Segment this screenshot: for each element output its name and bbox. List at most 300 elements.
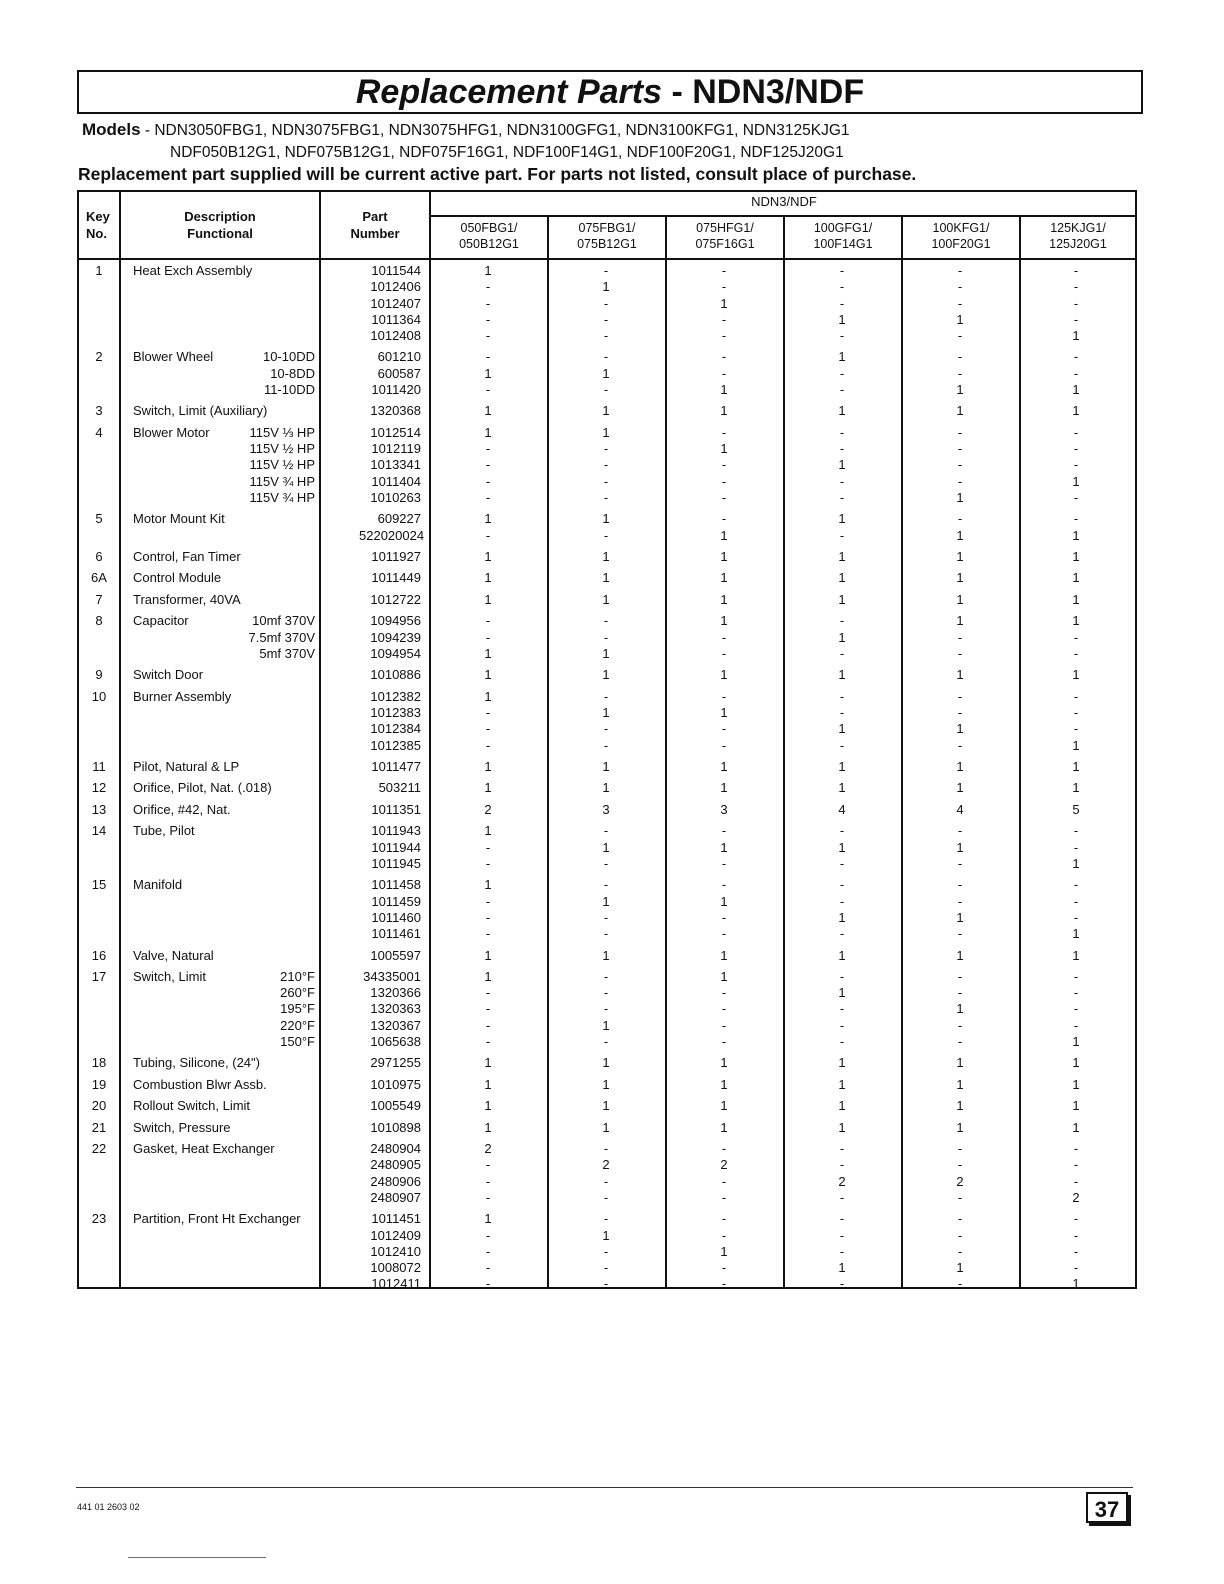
quantity-cell: 1 — [484, 645, 492, 661]
quantity-cell: - — [485, 926, 491, 941]
quantity-cell: - — [957, 295, 963, 311]
quantity-cell: - — [485, 349, 491, 365]
quantity-cell: - — [1073, 688, 1079, 704]
quantity-cell: - — [1073, 1157, 1079, 1173]
column-divider — [119, 192, 121, 1287]
quantity-cell: - — [603, 926, 609, 941]
quantity-cell: - — [721, 365, 727, 381]
quantity-cell: 1 — [720, 613, 728, 629]
quantity-cell: - — [957, 328, 963, 343]
quantity-cell: 1 — [956, 1098, 964, 1114]
part-number: 1010263 — [370, 489, 421, 505]
key-number: 13 — [91, 801, 107, 817]
quantity-cell: 2 — [720, 1157, 728, 1173]
quantity-cell: 1 — [720, 441, 728, 457]
quantity-cell: 1 — [1072, 570, 1080, 586]
part-number: 503211 — [378, 780, 421, 796]
quantity-cell: 1 — [484, 570, 492, 586]
quantity-cell: - — [839, 645, 845, 661]
quantity-cell: - — [1073, 1141, 1079, 1157]
part-number: 2480905 — [370, 1157, 421, 1173]
quantity-cell: - — [839, 424, 845, 440]
part-spec: 115V ½ HP — [249, 457, 315, 473]
quantity-cell: - — [485, 1189, 491, 1205]
part-description: Pilot, Natural & LP — [133, 758, 240, 774]
quantity-cell: - — [603, 877, 609, 893]
quantity-cell: 1 — [1072, 1055, 1080, 1071]
quantity-cell: - — [485, 311, 491, 327]
quantity-cell: - — [957, 705, 963, 720]
quantity-cell: 1 — [838, 403, 846, 419]
quantity-cell: - — [1073, 263, 1079, 278]
column-divider — [429, 192, 431, 1287]
quantity-cell: - — [957, 1157, 963, 1173]
quantity-cell: 1 — [484, 511, 492, 527]
quantity-cell: - — [839, 381, 845, 397]
quantity-cell: - — [485, 1001, 491, 1017]
quantity-cell: - — [839, 1157, 845, 1173]
part-number: 1320363 — [370, 1001, 421, 1017]
quantity-cell: - — [603, 985, 609, 1001]
quantity-cell: 1 — [720, 1119, 728, 1135]
key-number: 18 — [91, 1055, 107, 1071]
title-model: NDN3/NDF — [692, 73, 865, 111]
quantity-cell: - — [721, 511, 727, 527]
quantity-cell: 1 — [484, 263, 492, 278]
quantity-cell: - — [485, 457, 491, 473]
part-number: 2480904 — [370, 1141, 421, 1157]
part-spec: 10-10DD — [262, 349, 315, 365]
quantity-cell: - — [485, 1227, 491, 1243]
quantity-cell: 1 — [956, 947, 964, 963]
quantity-cell: - — [957, 365, 963, 381]
key-number: 6A — [91, 570, 107, 586]
quantity-cell: - — [485, 527, 491, 543]
quantity-cell: - — [485, 1017, 491, 1033]
column-divider — [1019, 217, 1021, 1287]
quantity-cell: - — [721, 1227, 727, 1243]
quantity-cell: 1 — [956, 780, 964, 796]
quantity-cell: - — [721, 1173, 727, 1189]
part-spec: 115V ½ HP — [249, 441, 315, 457]
quantity-cell: - — [603, 1033, 609, 1049]
quantity-cell: 1 — [838, 1076, 846, 1092]
quantity-cell: 1 — [484, 365, 492, 381]
quantity-cell: - — [721, 328, 727, 343]
quantity-cell: 1 — [956, 311, 964, 327]
quantity-cell: - — [1073, 1001, 1079, 1017]
quantity-cell: 1 — [956, 549, 964, 564]
quantity-cell: - — [1073, 823, 1079, 839]
quantity-cell: - — [957, 1243, 963, 1259]
quantity-cell: 1 — [1072, 613, 1080, 629]
part-number: 1011945 — [371, 855, 421, 871]
quantity-cell: 1 — [838, 780, 846, 796]
quantity-cell: 1 — [720, 1098, 728, 1114]
part-spec: 220°F — [280, 1017, 315, 1033]
quantity-cell: 1 — [484, 688, 492, 704]
part-number: 1005549 — [370, 1098, 421, 1114]
quantity-cell: - — [721, 424, 727, 440]
part-description: Combustion Blwr Assb. — [133, 1076, 267, 1092]
quantity-cell: - — [721, 1211, 727, 1227]
quantity-cell: - — [1073, 705, 1079, 720]
quantity-cell: 1 — [1072, 947, 1080, 963]
part-spec: 115V ¾ HP — [249, 489, 315, 505]
part-description: Switch Door — [133, 667, 204, 683]
part-number: 2480906 — [370, 1173, 421, 1189]
quantity-cell: 1 — [602, 705, 610, 720]
quantity-cell: 1 — [956, 909, 964, 925]
key-number: 9 — [95, 667, 103, 683]
quantity-cell: - — [839, 527, 845, 543]
quantity-cell: 1 — [484, 823, 492, 839]
quantity-cell: - — [485, 613, 491, 629]
footer-rule — [76, 1487, 1133, 1488]
quantity-cell: - — [957, 1141, 963, 1157]
title-separator: - — [662, 73, 693, 111]
key-number: 17 — [91, 968, 107, 984]
quantity-cell: 2 — [484, 801, 492, 817]
quantity-cell: - — [485, 985, 491, 1001]
quantity-cell: 1 — [484, 424, 492, 440]
quantity-cell: 1 — [720, 570, 728, 586]
quantity-cell: - — [839, 926, 845, 941]
title-main: Replacement Parts — [355, 73, 662, 111]
quantity-cell: 2 — [838, 1173, 846, 1189]
quantity-cell: - — [485, 1157, 491, 1173]
quantity-cell: 1 — [602, 1055, 610, 1071]
part-description: Control, Fan Timer — [133, 549, 241, 564]
part-number: 1011351 — [371, 801, 421, 817]
quantity-cell: 1 — [484, 1211, 492, 1227]
quantity-cell: 1 — [1072, 780, 1080, 796]
part-number: 1012722 — [370, 591, 421, 607]
quantity-cell: - — [957, 823, 963, 839]
part-number: 1011944 — [371, 839, 421, 855]
quantity-cell: - — [957, 855, 963, 871]
models-line-2: NDF050B12G1, NDF075B12G1, NDF075F16G1, NDF100F14G1, NDF100F20G1, NDF125J20G1 — [170, 144, 844, 161]
quantity-cell: - — [721, 909, 727, 925]
key-number: 14 — [91, 823, 107, 839]
quantity-cell: 2 — [956, 1173, 964, 1189]
quantity-cell: 1 — [956, 1119, 964, 1135]
key-number: 16 — [91, 947, 107, 963]
quantity-cell: - — [603, 1260, 609, 1276]
quantity-cell: - — [957, 441, 963, 457]
quantity-cell: - — [603, 457, 609, 473]
key-number: 19 — [91, 1076, 107, 1092]
quantity-cell: 1 — [484, 549, 492, 564]
quantity-cell: 1 — [720, 758, 728, 774]
quantity-cell: 1 — [956, 570, 964, 586]
part-number: 1012383 — [370, 705, 421, 720]
quantity-cell: 1 — [1072, 527, 1080, 543]
quantity-cell: - — [1073, 1211, 1079, 1227]
quantity-cell: 1 — [602, 549, 610, 564]
part-number: 2480907 — [370, 1189, 421, 1205]
part-description: Burner Assembly — [133, 688, 232, 704]
part-description: Partition, Front Ht Exchanger — [133, 1211, 301, 1227]
part-number: 522020024 — [359, 527, 425, 543]
quantity-cell: - — [839, 877, 845, 893]
quantity-cell: - — [721, 823, 727, 839]
quantity-cell: - — [839, 1033, 845, 1049]
quantity-cell: 1 — [1072, 855, 1080, 871]
quantity-cell: 3 — [720, 801, 728, 817]
part-number: 1012406 — [370, 279, 421, 295]
part-description: Orifice, #42, Nat. — [133, 801, 231, 817]
quantity-cell: - — [957, 473, 963, 489]
quantity-cell: - — [957, 968, 963, 984]
quantity-cell: 1 — [484, 877, 492, 893]
quantity-cell: - — [721, 688, 727, 704]
part-description: Valve, Natural — [133, 947, 214, 963]
quantity-cell: 1 — [838, 349, 846, 365]
quantity-cell: 1 — [956, 839, 964, 855]
quantity-cell: - — [1073, 311, 1079, 327]
quantity-cell: - — [485, 1033, 491, 1049]
quantity-cell: 1 — [1072, 1119, 1080, 1135]
part-description: Blower Motor — [133, 424, 210, 440]
part-number: 1012411 — [371, 1276, 421, 1292]
quantity-cell: - — [1073, 1017, 1079, 1033]
part-number: 1012385 — [370, 737, 421, 753]
quantity-cell: - — [485, 839, 491, 855]
page-number: 37 — [1086, 1492, 1128, 1523]
quantity-cell: 1 — [602, 1076, 610, 1092]
quantity-cell: - — [603, 263, 609, 278]
quantity-cell: - — [485, 855, 491, 871]
column-divider — [319, 192, 321, 1287]
document-number: 441 01 2603 02 — [77, 1502, 140, 1512]
quantity-cell: 1 — [720, 381, 728, 397]
quantity-cell: 1 — [956, 381, 964, 397]
quantity-cell: - — [839, 893, 845, 909]
quantity-cell: 1 — [602, 365, 610, 381]
key-number: 23 — [91, 1211, 107, 1227]
quantity-cell: - — [603, 688, 609, 704]
part-description: Switch, Limit — [133, 968, 206, 984]
quantity-cell: 1 — [720, 667, 728, 683]
part-number: 1011544 — [371, 263, 421, 278]
quantity-cell: 1 — [484, 968, 492, 984]
key-number: 1 — [95, 263, 103, 278]
quantity-cell: 1 — [484, 1119, 492, 1135]
quantity-cell: 1 — [720, 1076, 728, 1092]
quantity-cell: 1 — [602, 1098, 610, 1114]
quantity-cell: 1 — [720, 893, 728, 909]
key-number: 5 — [95, 511, 103, 527]
quantity-cell: 1 — [956, 758, 964, 774]
quantity-cell: 1 — [956, 667, 964, 683]
quantity-cell: - — [839, 1141, 845, 1157]
part-number-header: Part Number — [350, 209, 400, 241]
quantity-cell: - — [603, 737, 609, 753]
quantity-cell: 1 — [602, 1017, 610, 1033]
part-number: 1011404 — [371, 473, 421, 489]
part-number: 1012407 — [370, 295, 421, 311]
key-number: 3 — [95, 403, 103, 419]
quantity-cell: - — [603, 1189, 609, 1205]
quantity-cell: 1 — [720, 1243, 728, 1259]
part-spec: 10-8DD — [270, 365, 315, 381]
part-number: 609227 — [377, 511, 421, 527]
quantity-cell: - — [603, 823, 609, 839]
quantity-cell: 1 — [602, 591, 610, 607]
replacement-notice: Replacement part supplied will be current active part. For parts not listed, consult place of purchase. — [78, 164, 917, 184]
quantity-cell: - — [721, 1017, 727, 1033]
model-column-header: 050FBG1/ 050B12G1 — [459, 221, 519, 251]
quantity-cell: 1 — [838, 629, 846, 645]
quantity-cell: - — [603, 613, 609, 629]
quantity-cell: - — [721, 457, 727, 473]
quantity-cell: - — [1073, 721, 1079, 737]
part-number: 1010886 — [370, 667, 421, 683]
quantity-cell: - — [721, 855, 727, 871]
quantity-cell: 1 — [720, 1055, 728, 1071]
quantity-cell: - — [957, 424, 963, 440]
part-number: 1320366 — [370, 985, 421, 1001]
quantity-cell: 1 — [956, 1055, 964, 1071]
quantity-cell: 1 — [1072, 1276, 1080, 1292]
part-number: 1011451 — [371, 1211, 421, 1227]
quantity-cell: - — [1073, 349, 1079, 365]
quantity-cell: - — [603, 473, 609, 489]
quantity-cell: - — [485, 441, 491, 457]
part-description: Switch, Limit (Auxiliary) — [133, 403, 268, 419]
part-number: 1005597 — [370, 947, 421, 963]
part-number: 1011943 — [371, 823, 421, 839]
quantity-cell: - — [1073, 629, 1079, 645]
quantity-cell: 1 — [956, 527, 964, 543]
quantity-cell: 1 — [1072, 403, 1080, 419]
quantity-cell: - — [603, 349, 609, 365]
part-description: Tube, Pilot — [133, 823, 195, 839]
quantity-cell: - — [485, 295, 491, 311]
quantity-cell: - — [957, 1276, 963, 1292]
quantity-cell: - — [721, 349, 727, 365]
quantity-cell: - — [485, 1260, 491, 1276]
quantity-cell: 1 — [720, 947, 728, 963]
quantity-cell: - — [839, 263, 845, 278]
model-column-header: 100KFG1/ 100F20G1 — [931, 221, 991, 251]
part-number: 1012409 — [370, 1227, 421, 1243]
part-description: Switch, Pressure — [133, 1119, 231, 1135]
quantity-cell: - — [957, 279, 963, 295]
part-number: 1013341 — [370, 457, 421, 473]
quantity-cell: - — [603, 295, 609, 311]
quantity-cell: 1 — [602, 570, 610, 586]
key-number: 22 — [91, 1141, 107, 1157]
quantity-cell: - — [957, 629, 963, 645]
link-underline-mark — [128, 1557, 266, 1558]
quantity-cell: 1 — [1072, 758, 1080, 774]
quantity-cell: 1 — [720, 527, 728, 543]
quantity-cell: - — [839, 1017, 845, 1033]
quantity-cell: 1 — [720, 403, 728, 419]
quantity-cell: - — [485, 721, 491, 737]
quantity-cell: - — [721, 1141, 727, 1157]
key-number: 4 — [95, 424, 103, 440]
quantity-cell: - — [957, 877, 963, 893]
quantity-cell: 1 — [838, 1098, 846, 1114]
part-description: Heat Exch Assembly — [133, 263, 253, 278]
quantity-cell: - — [957, 511, 963, 527]
part-number: 1320367 — [370, 1017, 421, 1033]
page-title — [79, 72, 1141, 112]
quantity-cell: 1 — [838, 570, 846, 586]
quantity-cell: - — [485, 381, 491, 397]
quantity-cell: 1 — [956, 1076, 964, 1092]
key-header: Key No. — [86, 209, 110, 241]
quantity-cell: - — [485, 737, 491, 753]
quantity-cell: - — [957, 926, 963, 941]
quantity-cell: - — [839, 295, 845, 311]
quantity-cell: 1 — [838, 758, 846, 774]
quantity-cell: 1 — [1072, 591, 1080, 607]
quantity-cell: - — [1073, 839, 1079, 855]
quantity-cell: 1 — [484, 1055, 492, 1071]
quantity-cell: - — [721, 737, 727, 753]
quantity-cell: 1 — [602, 511, 610, 527]
quantity-cell: - — [603, 311, 609, 327]
quantity-cell: - — [721, 1276, 727, 1292]
quantity-cell: - — [1073, 645, 1079, 661]
quantity-cell: - — [721, 629, 727, 645]
quantity-cell: - — [1073, 295, 1079, 311]
key-number: 20 — [91, 1098, 107, 1114]
quantity-cell: - — [957, 893, 963, 909]
quantity-cell: - — [1073, 877, 1079, 893]
part-number: 1010975 — [370, 1076, 421, 1092]
quantity-cell: - — [957, 263, 963, 278]
part-spec: 150°F — [280, 1033, 315, 1049]
quantity-cell: - — [721, 1001, 727, 1017]
part-number: 1320368 — [370, 403, 421, 419]
model-column-header: 100GFG1/ 100F14G1 — [813, 221, 873, 251]
quantity-cell: - — [839, 688, 845, 704]
part-number: 1094956 — [370, 613, 421, 629]
quantity-cell: 1 — [720, 780, 728, 796]
quantity-cell: 1 — [720, 705, 728, 720]
quantity-cell: - — [839, 1189, 845, 1205]
quantity-cell: 2 — [1072, 1189, 1080, 1205]
part-number: 1008072 — [370, 1260, 421, 1276]
quantity-cell: - — [1073, 893, 1079, 909]
quantity-cell: 1 — [838, 511, 846, 527]
quantity-cell: - — [485, 328, 491, 343]
title-box — [77, 70, 1143, 114]
quantity-cell: 1 — [484, 591, 492, 607]
key-number: 15 — [91, 877, 107, 893]
quantity-cell: - — [839, 473, 845, 489]
quantity-cell: - — [957, 1033, 963, 1049]
quantity-cell: - — [839, 855, 845, 871]
key-number: 10 — [91, 688, 107, 704]
quantity-cell: 1 — [484, 667, 492, 683]
quantity-cell: - — [603, 909, 609, 925]
quantity-cell: - — [603, 489, 609, 505]
part-description: Motor Mount Kit — [133, 511, 225, 527]
quantity-cell: - — [603, 629, 609, 645]
models-separator: - — [140, 122, 155, 139]
quantity-cell: 1 — [1072, 328, 1080, 343]
quantity-cell: - — [1073, 1227, 1079, 1243]
quantity-cell: - — [603, 721, 609, 737]
quantity-cell: - — [721, 1033, 727, 1049]
part-number: 1012119 — [371, 441, 421, 457]
